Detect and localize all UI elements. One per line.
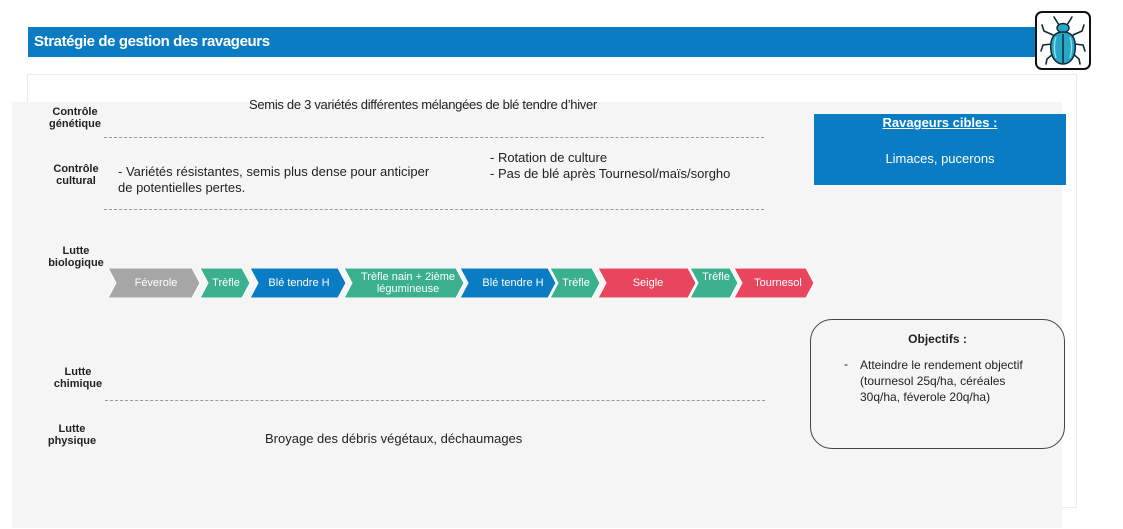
genetique-text: Semis de 3 variétés différentes mélangées de blé tendre d’hiver bbox=[249, 97, 597, 112]
target-pests-text: Limaces, pucerons bbox=[885, 151, 995, 166]
physique-text: Broyage des débris végétaux, déchaumages bbox=[265, 431, 523, 446]
rotation-step-label bbox=[352, 268, 464, 298]
beetle-icon-box bbox=[1035, 11, 1091, 70]
row-label-chimique-text: Lutte chimique bbox=[53, 366, 103, 390]
row-label-physique-text: Lutte physique bbox=[47, 423, 97, 447]
row-label-cultural-text: Contrôle cultural bbox=[53, 163, 99, 187]
page-title: Stratégie de gestion des ravageurs bbox=[34, 33, 270, 50]
row-label-genetique-text: Contrôle génétique bbox=[49, 106, 101, 130]
title-bar bbox=[28, 27, 1038, 57]
row-label-biologique-text: Lutte biologique bbox=[48, 245, 104, 269]
target-pests-box bbox=[814, 114, 1066, 185]
separator-line bbox=[104, 209, 764, 210]
objectives-box bbox=[810, 319, 1065, 449]
objectives-bullet: - bbox=[844, 357, 848, 371]
rotation-step-label-text: Trèfle nain + 2ième légumineuse bbox=[360, 271, 456, 295]
separator-line bbox=[104, 137, 764, 138]
row-label-biologique bbox=[36, 245, 116, 269]
beetle-icon bbox=[1037, 13, 1089, 68]
rotation-step-label: Trèfle bbox=[562, 277, 590, 289]
row-label-genetique bbox=[35, 106, 115, 130]
rotation-step-label: Trèfle bbox=[212, 277, 240, 289]
objectives-title: Objectifs : bbox=[908, 332, 967, 346]
row-label-chimique bbox=[38, 366, 118, 390]
rotation-step-label: Féverole bbox=[134, 277, 178, 289]
cultural-text-left: - Variétés résistantes, semis plus dense pour anticiper de potentielles pertes. bbox=[118, 164, 430, 195]
cultural-text-right: - Rotation de culture - Pas de blé après Tournesol/maïs/sorgho bbox=[490, 150, 731, 181]
objectives-text: Atteindre le rendement objectif (tournesol 25q/ha, céréales 30q/ha, féverole 20q/ha) bbox=[860, 358, 1023, 404]
crop-rotation-chevrons bbox=[108, 268, 818, 298]
rotation-step-label: Tournesol bbox=[754, 277, 802, 289]
row-label-physique bbox=[32, 423, 112, 447]
rotation-step-label: Blé tendre H bbox=[268, 277, 330, 289]
target-pests-title: Ravageurs cibles : bbox=[882, 115, 998, 130]
rotation-step-label: Seigle bbox=[632, 277, 664, 289]
rotation-step-label: Trèfle bbox=[702, 271, 730, 283]
row-label-cultural bbox=[36, 163, 116, 187]
separator-line bbox=[105, 400, 765, 401]
rotation-step-label: Blé tendre H bbox=[482, 277, 544, 289]
